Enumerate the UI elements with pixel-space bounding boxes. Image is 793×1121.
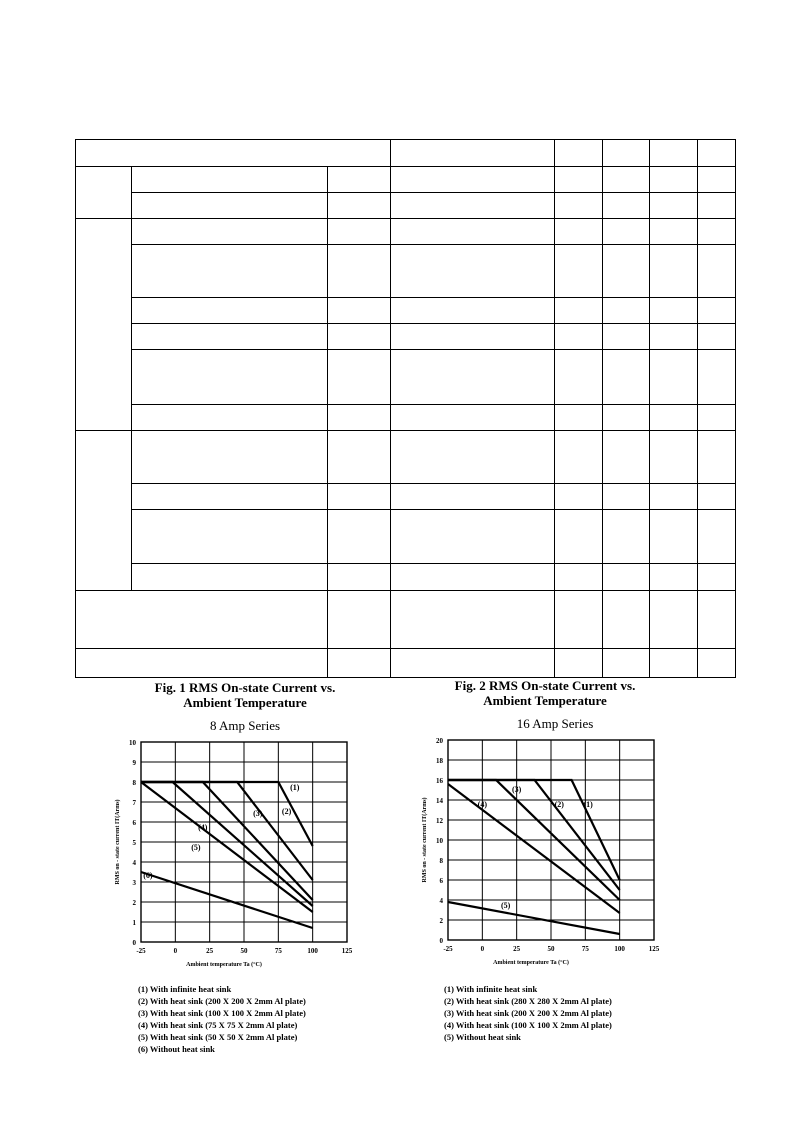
curve-label: (4) bbox=[198, 823, 208, 832]
y-tick-label: 5 bbox=[132, 839, 136, 847]
x-tick-label: 25 bbox=[513, 945, 521, 953]
x-axis-label: Ambient temperature Ta (°C) bbox=[493, 960, 569, 966]
curve-label: (5) bbox=[501, 901, 511, 910]
series-line-6 bbox=[141, 872, 313, 928]
y-tick-label: 3 bbox=[132, 879, 136, 887]
y-tick-label: 9 bbox=[132, 759, 136, 767]
legend-item: (1) With infinite heat sink bbox=[138, 984, 232, 994]
y-tick-label: 8 bbox=[439, 857, 443, 865]
fig1-title bbox=[120, 680, 370, 710]
fig1-legend bbox=[138, 983, 306, 1055]
fig1-chart bbox=[105, 732, 365, 968]
y-tick-label: 10 bbox=[436, 837, 443, 845]
x-tick-label: 75 bbox=[274, 947, 282, 955]
legend-item: (3) With heat sink (200 X 200 X 2mm Al plate) bbox=[444, 1008, 612, 1018]
series-line-5 bbox=[448, 902, 620, 934]
y-tick-label: 12 bbox=[436, 817, 443, 825]
y-tick-label: 4 bbox=[132, 859, 136, 867]
legend-item: (3) With heat sink (100 X 100 X 2mm Al plate) bbox=[138, 1008, 306, 1018]
y-axis-label: RMS on - state current IT(Arms) bbox=[115, 799, 121, 885]
x-tick-label: 25 bbox=[206, 947, 214, 955]
legend-item: (4) With heat sink (75 X 75 X 2mm Al plate) bbox=[138, 1020, 298, 1030]
x-tick-label: 0 bbox=[173, 947, 178, 955]
curve-label: (1) bbox=[583, 800, 593, 809]
x-tick-label: 75 bbox=[581, 945, 589, 953]
x-tick-label: 50 bbox=[547, 945, 555, 953]
fig2-chart bbox=[412, 730, 672, 966]
legend-item: (4) With heat sink (100 X 100 X 2mm Al plate) bbox=[444, 1020, 612, 1030]
legend-item: (1) With infinite heat sink bbox=[444, 984, 538, 994]
y-tick-label: 14 bbox=[436, 797, 443, 805]
fig1-title-line2: Ambient Temperature bbox=[183, 695, 307, 710]
y-tick-label: 8 bbox=[132, 779, 136, 787]
curve-label: (6) bbox=[143, 871, 153, 880]
legend-item: (5) With heat sink (50 X 50 X 2mm Al plate) bbox=[138, 1032, 298, 1042]
table-border bbox=[76, 140, 736, 678]
y-tick-label: 4 bbox=[439, 897, 443, 905]
x-tick-label: 100 bbox=[307, 947, 318, 955]
curve-label: (3) bbox=[512, 785, 522, 794]
series-line-4 bbox=[448, 784, 620, 913]
fig2-title-line1: Fig. 2 RMS On-state Current vs. bbox=[454, 678, 636, 693]
x-tick-label: 50 bbox=[240, 947, 248, 955]
y-tick-label: 2 bbox=[439, 917, 443, 925]
x-tick-label: -25 bbox=[136, 947, 146, 955]
fig2-title-line2: Ambient Temperature bbox=[483, 693, 607, 708]
y-axis-label: RMS on - state current IT(Arms) bbox=[422, 797, 428, 883]
x-tick-label: 125 bbox=[341, 947, 353, 955]
y-tick-label: 6 bbox=[132, 819, 136, 827]
y-tick-label: 2 bbox=[132, 899, 136, 907]
fig1-title-line1: Fig. 1 RMS On-state Current vs. bbox=[154, 680, 336, 695]
legend-item: (6) Without heat sink bbox=[138, 1044, 215, 1054]
curve-label: (3) bbox=[253, 809, 263, 818]
y-tick-label: 10 bbox=[129, 739, 136, 747]
y-tick-label: 18 bbox=[436, 757, 443, 765]
fig2-subtitle: 16 Amp Series bbox=[516, 716, 594, 731]
y-tick-label: 0 bbox=[439, 937, 443, 945]
legend-item: (2) With heat sink (280 X 280 X 2mm Al plate) bbox=[444, 996, 612, 1006]
x-tick-label: 100 bbox=[614, 945, 625, 953]
fig2-title bbox=[420, 678, 670, 708]
y-tick-label: 7 bbox=[132, 799, 136, 807]
legend-item: (2) With heat sink (200 X 200 X 2mm Al plate) bbox=[138, 996, 306, 1006]
curve-label: (2) bbox=[554, 800, 564, 809]
fig1-subtitle: 8 Amp Series bbox=[209, 718, 281, 733]
y-tick-label: 6 bbox=[439, 877, 443, 885]
x-tick-label: -25 bbox=[443, 945, 453, 953]
series-line-1 bbox=[448, 780, 620, 880]
legend-item: (5) Without heat sink bbox=[444, 1032, 521, 1042]
y-tick-label: 1 bbox=[132, 919, 136, 927]
x-tick-label: 125 bbox=[648, 945, 660, 953]
x-axis-label: Ambient temperature Ta (°C) bbox=[186, 962, 262, 968]
curve-label: (2) bbox=[281, 807, 292, 816]
y-tick-label: 0 bbox=[132, 939, 136, 947]
y-tick-label: 16 bbox=[436, 777, 443, 785]
x-tick-label: 0 bbox=[480, 945, 485, 953]
fig2-legend bbox=[444, 983, 612, 1043]
curve-label: (4) bbox=[477, 800, 487, 809]
y-tick-label: 20 bbox=[436, 737, 443, 745]
curve-label: (1) bbox=[290, 783, 300, 792]
curve-label: (5) bbox=[191, 843, 201, 852]
